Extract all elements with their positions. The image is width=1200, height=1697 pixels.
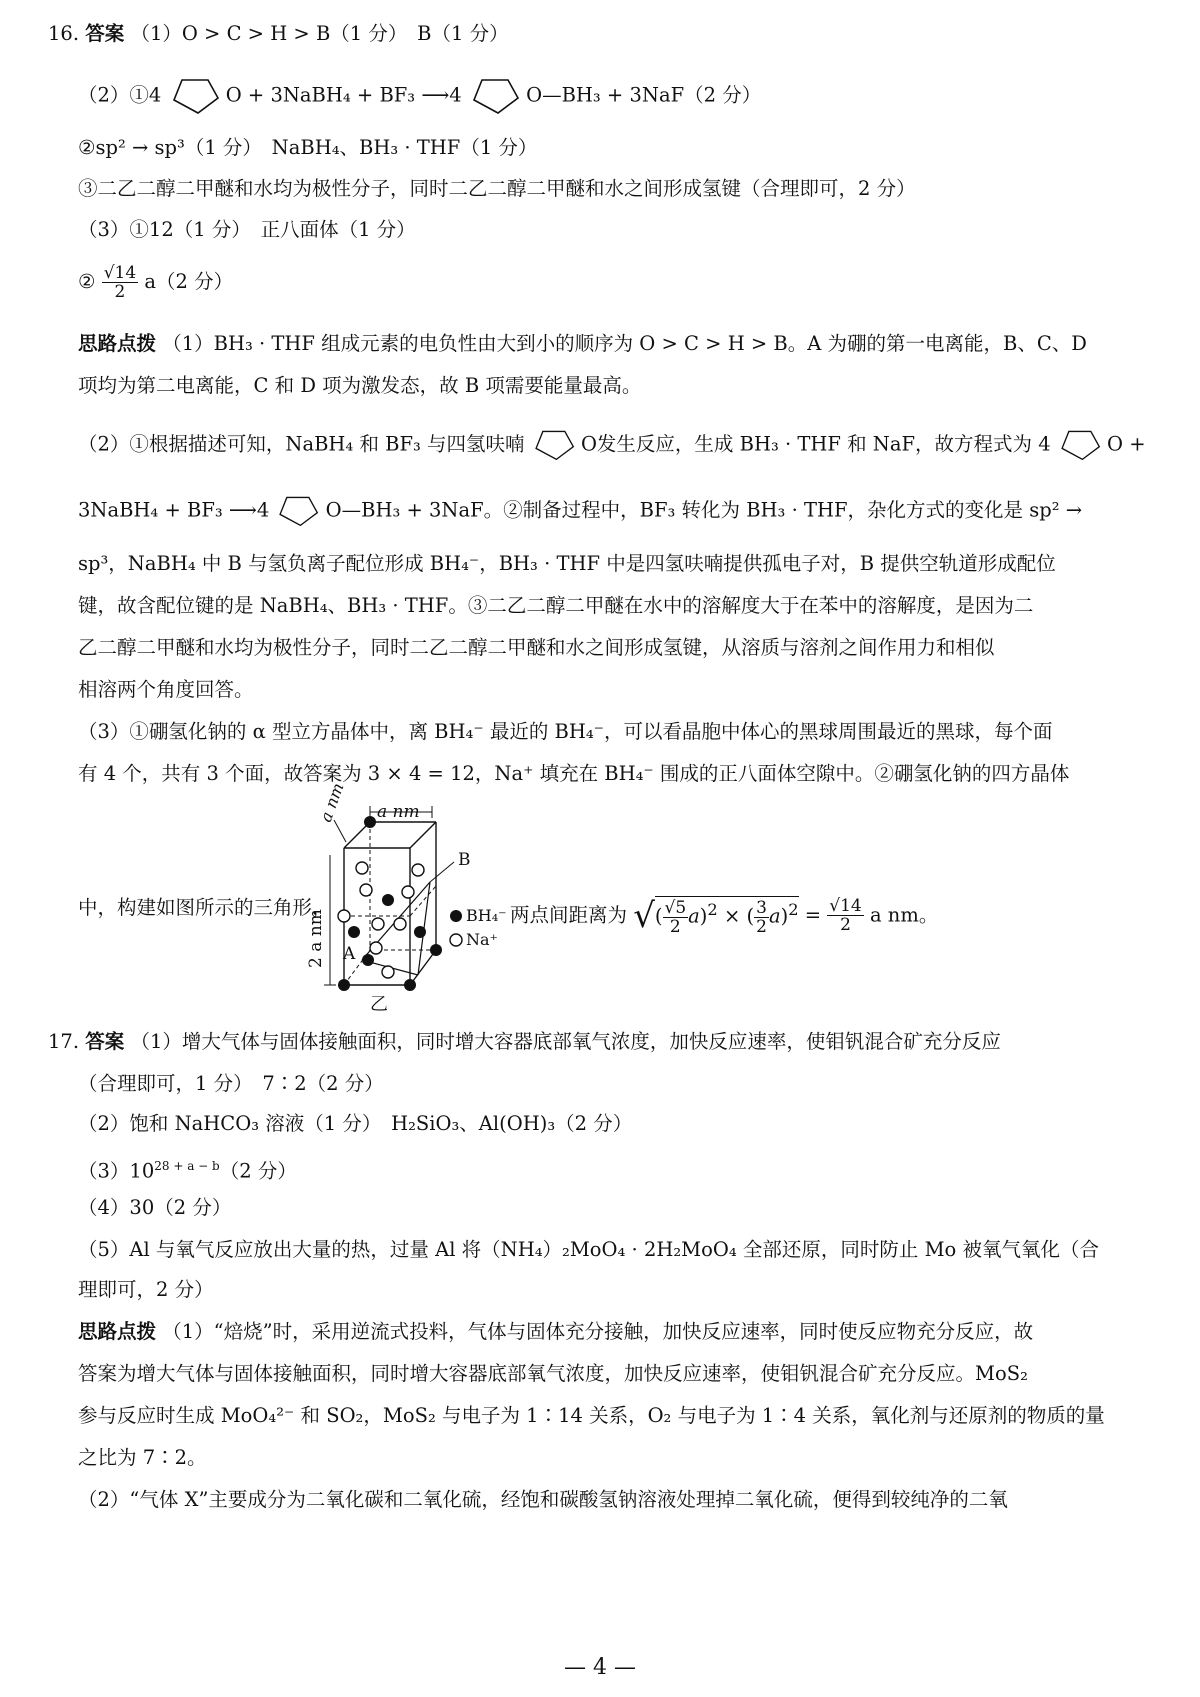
- answer-line: ②sp² → sp³（1 分） NaBH₄、BH₃ · THF（1 分）: [78, 136, 538, 159]
- q17-header: [48, 1030, 1001, 1054]
- text: （3）10: [78, 1159, 155, 1183]
- analysis-line: 相溶两个角度回答。: [78, 678, 254, 701]
- answer-line: 理即可，2 分）: [78, 1278, 214, 1301]
- text: （1）BH₃ · THF 组成元素的电负性由大到小的顺序为 O > C > H > B。A 为硼的第一电离能，B、C、D: [162, 332, 1087, 355]
- figure-top-dimension: a nm: [377, 802, 420, 822]
- analysis-line: 中，构建如图所示的三角形，: [78, 896, 332, 919]
- analysis-label: 思路点拨: [78, 1320, 157, 1343]
- analysis-line: 项均为第二电离能，C 和 D 项为激发态，故 B 项需要能量最高。: [78, 374, 642, 397]
- answer-line: ③二乙二醇二甲醚和水均为极性分子，同时二乙二醇二甲醚和水之间形成氢键（合理即可，2 分）: [78, 177, 916, 200]
- sqrt-body: ( $\frac{√5}{2}$ a)$^2$ × ( $\frac{3}{2}$ a)$^2$: [654, 897, 799, 937]
- thf-ring-icon: [275, 492, 319, 530]
- sqrt-symbol: √: [633, 895, 655, 936]
- text: ②: [78, 270, 96, 293]
- fraction-denominator: 2: [756, 916, 767, 937]
- answer-label: 答案: [85, 22, 125, 45]
- answer-line: （3）①12（1 分） 正八面体（1 分）: [78, 218, 416, 241]
- answer-line: （4）30（2 分）: [78, 1196, 232, 1219]
- answer-text: （1）O > C > H > B（1 分） B（1 分）: [130, 22, 509, 45]
- answer-label: 答案: [85, 1030, 125, 1053]
- answer-line: （合理即可，1 分） 7∶2（2 分）: [78, 1072, 384, 1095]
- fraction-denominator: 2: [840, 915, 851, 936]
- thf-ring-icon: [468, 76, 520, 116]
- fraction-denominator: 2: [114, 282, 126, 302]
- thf-ring-icon: [168, 76, 220, 116]
- fraction-numerator: √5: [664, 897, 687, 918]
- analysis-line: 答案为增大气体与固体接触面积，同时增大容器底部氧气浓度，加快反应速率，使钼钒混合矿充分反应。MoS₂: [78, 1362, 1028, 1385]
- answer-line: （2）饱和 NaHCO₃ 溶液（1 分） H₂SiO₃、Al(OH)₃（2 分）: [78, 1112, 633, 1135]
- analysis-line: [78, 332, 1087, 356]
- tetragonal-cell-figure: [322, 800, 522, 1010]
- legend-bh4: BH₄⁻: [466, 906, 507, 925]
- answer-line: [78, 1154, 297, 1184]
- analysis-line: sp³，NaBH₄ 中 B 与氢负离子配位形成 BH₄⁻，BH₃ · THF 中是四氢呋喃提供孤电子对，B 提供空轨道形成配位: [78, 552, 1056, 575]
- legend-na: Na⁺: [466, 930, 498, 949]
- text: （2）①4: [78, 83, 162, 107]
- thf-ring-icon: [1057, 426, 1101, 464]
- variable: a: [688, 904, 700, 928]
- text: O + 3NaBH₄ + BF₃ ⟶4: [225, 83, 462, 107]
- fraction: [827, 897, 863, 934]
- point-b-label: B: [458, 850, 471, 870]
- text: O发生反应，生成 BH₃ · THF 和 NaF，故方程式为 4: [580, 432, 1051, 456]
- text: a nm。: [869, 903, 939, 927]
- exponent: 2: [788, 900, 799, 919]
- answer-line: （5）Al 与氧气反应放出大量的热，过量 Al 将（NH₄）₂MoO₄ · 2H₂MoO₄ 全部还原，同时防止 Mo 被氧气氧化（合: [78, 1238, 1099, 1261]
- fraction-numerator: √14: [103, 263, 137, 283]
- q16-header: [48, 22, 509, 46]
- analysis-line: （3）①硼氢化钠的 α 型立方晶体中，离 BH₄⁻ 最近的 BH₄⁻，可以看晶胞中体心的黑球周围最近的黑球，每个面: [78, 720, 1053, 743]
- text: （2 分）: [219, 1159, 297, 1183]
- analysis-label: 思路点拨: [78, 332, 157, 355]
- answer-text: （1）增大气体与固体接触面积，同时增大容器底部氧气浓度，加快反应速率，使钼钒混合矿充分反应: [130, 1030, 1001, 1053]
- text: O—BH₃ + 3NaF（2 分）: [526, 83, 762, 107]
- analysis-line: 之比为 7∶2。: [78, 1446, 207, 1469]
- text: a（2 分）: [144, 270, 234, 293]
- analysis-line: [78, 1320, 1033, 1344]
- exponent: 2: [707, 900, 718, 919]
- fraction: [102, 264, 138, 301]
- fraction-denominator: 2: [669, 916, 681, 937]
- analysis-line: 有 4 个，共有 3 个面，故答案为 3 × 4 = 12，Na⁺ 填充在 BH₄⁻ 围成的正八面体空隙中。②硼氢化钠的四方晶体: [78, 762, 1070, 785]
- exponent: 28 + a − b: [154, 1159, 220, 1173]
- text: （1）“焙烧”时，采用逆流式投料，气体与固体充分接触，加快反应速率，同时使反应物充分反应，故: [162, 1320, 1034, 1343]
- text: 两点间距离为: [510, 903, 628, 927]
- variable: a: [768, 904, 781, 928]
- page-number: — 4 —: [564, 1655, 636, 1680]
- question-number: 16.: [48, 22, 80, 45]
- figure-caption: 乙: [370, 994, 388, 1015]
- figure-height-dimension: 2 a nm: [306, 909, 326, 968]
- question-number: 17.: [48, 1030, 80, 1053]
- fraction-numerator: √14: [829, 896, 862, 917]
- text: （2）①根据描述可知，NaBH₄ 和 BF₃ 与四氢呋喃: [78, 432, 525, 456]
- analysis-line: （2）“气体 X”主要成分为二氧化碳和二氧化硫，经饱和碳酸氢钠溶液处理掉二氧化硫，便得到较纯净的二氧: [78, 1488, 1008, 1511]
- text: O +: [1107, 432, 1146, 456]
- operator: ×: [723, 904, 741, 928]
- analysis-line: 键，故含配位键的是 NaBH₄、BH₃ · THF。③二乙二醇二甲醚在水中的溶解度大于在苯中的溶解度，是因为二: [78, 594, 1034, 617]
- analysis-line: [78, 426, 1146, 464]
- figure-side-dimension: a nm: [316, 780, 348, 825]
- point-a-label: A: [343, 944, 356, 964]
- text: 3NaBH₄ + BF₃ ⟶4: [78, 498, 270, 522]
- analysis-line: 参与反应时生成 MoO₄²⁻ 和 SO₂，MoS₂ 与电子为 1∶14 关系，O₂ 与电子为 1∶4 关系，氧化剂与还原剂的物质的量: [78, 1404, 1105, 1427]
- answer-line-fraction: [78, 264, 233, 301]
- distance-expression: 两点间距离为 √( $\frac{√5}{2}$ a)$^2$ × ( $\frac{3}{2}$ a)$^2$ = $\frac{√14}{2}$ a nm。: [510, 895, 939, 937]
- text: O—BH₃ + 3NaF。②制备过程中，BF₃ 转化为 BH₃ · THF，杂化方式的变化是 sp² →: [325, 498, 1083, 522]
- fraction: [663, 899, 689, 936]
- analysis-line: [78, 492, 1082, 530]
- fraction: [754, 899, 769, 936]
- q16-equation-line: [78, 76, 761, 116]
- fraction-numerator: 3: [756, 897, 767, 918]
- analysis-line: 乙二醇二甲醚和水均为极性分子，同时二乙二醇二甲醚和水之间形成氢键，从溶质与溶剂之间作用力和相似: [78, 636, 995, 659]
- thf-ring-icon: [531, 426, 575, 464]
